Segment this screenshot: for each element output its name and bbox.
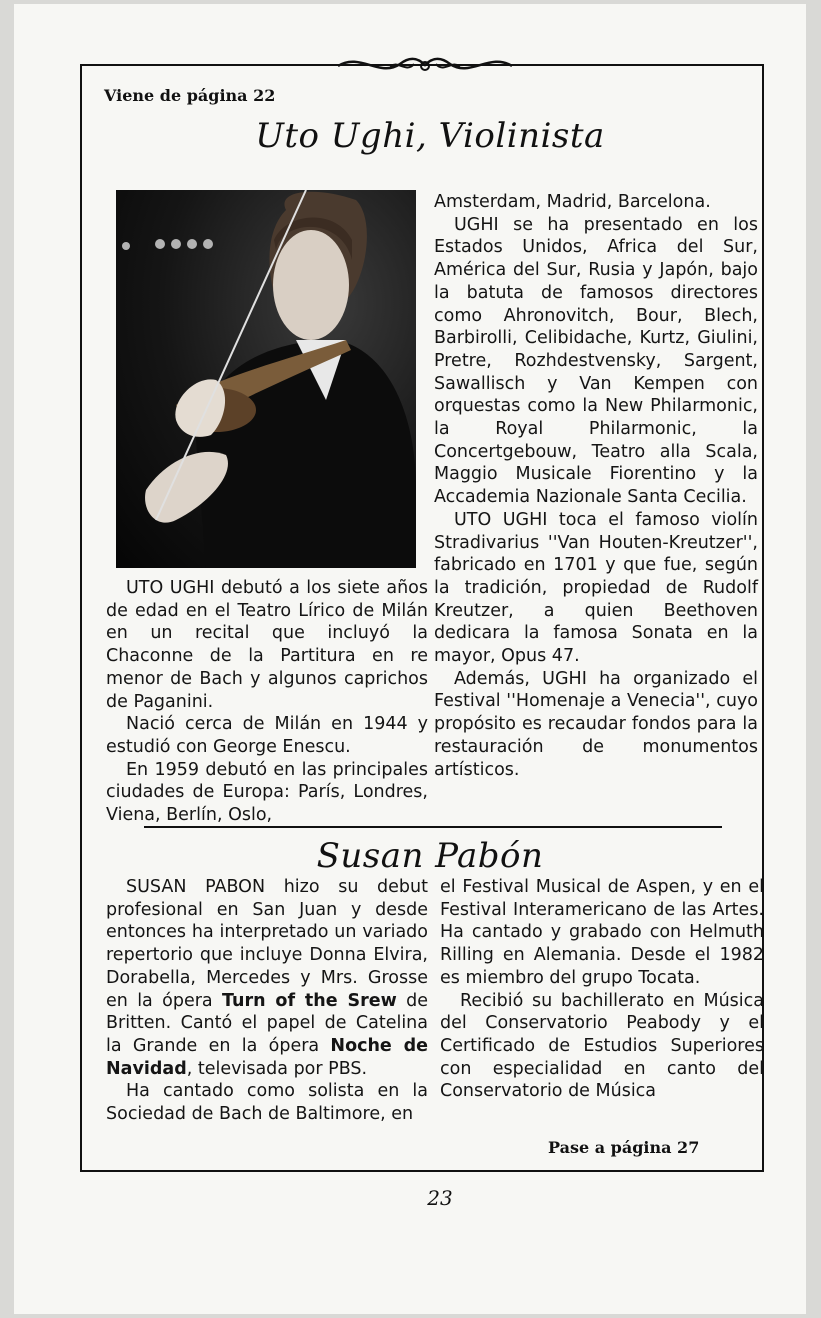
paragraph: UTO UGHI debutó a los siete años de edad en el Teatro Lírico de Milán en un recital que incluyó la Chaconne de la Partitura en re menor de Bach y algunos caprichos de Paganini.	[106, 578, 428, 712]
paragraph: UTO UGHI toca el famoso violín Stradivarius ''Van Houten-Kreutzer'', fabricado en 1701 y que fue, según la tradición, propiedad de Rudolf Kreutzer, a quien Beethoven dedicara la famosa Sonata en la mayor, Opus 47.	[434, 509, 758, 667]
paragraph: el Festival Musical de Aspen, y en el Festival Interamericano de las Artes. Ha cantado y grabado con Helmuth Rilling en Alemania. Desde el 1982 es miembro del grupo Tocata.	[440, 877, 764, 988]
text-run: , televisada por PBS.	[186, 1058, 368, 1079]
paragraph: Nació cerca de Milán en 1944 y estudió con George Enescu.	[106, 714, 428, 757]
paragraph: En 1959 debutó en las principales ciudades de Europa: París, Londres, Viena, Berlín, Oslo,	[106, 759, 428, 826]
article1-left-column	[106, 577, 428, 827]
article1-right-column	[434, 191, 758, 781]
paragraph	[106, 876, 428, 1080]
page-number: 23	[427, 1186, 453, 1210]
section-divider	[144, 826, 722, 828]
text-run: SUSAN PABON hizo su debut profesional en San Juan y desde entonces ha interpretado un variado repertorio que incluye Donna Elvira, Dorabella, Mercedes y Mrs. Grosse en la ópera	[106, 877, 428, 1011]
paragraph: UGHI se ha presentado en los Estados Unidos, Africa del Sur, América del Sur, Rusia y Japón, bajo la batuta de famosos directores como Ahronovitch, Bour, Blech, Barbirolli, Celibidache, Kurtz, Giulini, Pretre, Rozhdestvensky, Sargent, Sawallisch y Van Kempen con orquestas como la New Philarmonic, la Royal Philarmonic, la Concertgebouw, Teatro alla Scala, Maggio Musicale Fiorentino y la Accademia Nazionale Santa Cecilia.	[434, 214, 758, 508]
article-title-susan-pabon: Susan Pabón	[316, 836, 544, 876]
paragraph: Amsterdam, Madrid, Barcelona.	[434, 192, 711, 212]
article2-left-column	[106, 876, 428, 1126]
opera-title-noche-de-navidad: Noche de Navidad	[106, 1035, 429, 1079]
continued-from-label: Viene de página 22	[104, 86, 276, 105]
opera-title-turn-of-the-screw: Turn of the Srew	[221, 990, 397, 1011]
paragraph: Recibió su bachillerato en Música del Conservatorio Peabody y el Certificado de Estudios Superiores con especialidad en canto del Conservatorio de Música	[440, 990, 764, 1102]
article2-right-column	[440, 876, 764, 1103]
paragraph: Ha cantado como solista en la Sociedad de Bach de Baltimore, en	[106, 1081, 428, 1125]
article-title-uto-ughi: Uto Ughi, Violinista	[255, 116, 605, 156]
text-run: de Britten. Cantó el papel de Catelina la Grande en la ópera	[106, 990, 428, 1056]
paragraph: Además, UGHI ha organizado el Festival ''Homenaje a Venecia'', cuyo propósito es recaudar fondos para la restauración de monumentos artísticos.	[434, 668, 758, 780]
violinist-photo	[116, 190, 416, 568]
continued-on-label: Pase a página 27	[548, 1138, 700, 1157]
